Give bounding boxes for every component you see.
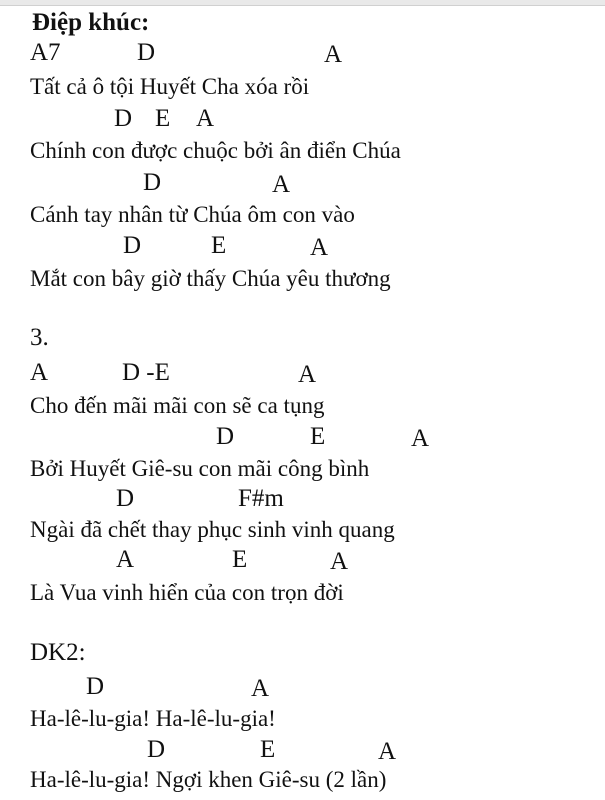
- verse-number: 3.: [30, 324, 49, 351]
- chord: D -E: [122, 359, 170, 386]
- chord: A: [251, 675, 270, 702]
- chord: E: [260, 736, 276, 763]
- lyric-line: Ha-lê-lu-gia! Ngợi khen Giê-su (2 lần): [30, 767, 387, 792]
- chord: A: [310, 234, 329, 261]
- lyric-line: Ngài đã chết thay phục sinh vinh quang: [30, 517, 395, 542]
- chord: A: [272, 171, 291, 198]
- chord: A: [298, 361, 317, 388]
- lyric-line: Mắt con bây giờ thấy Chúa yêu thương: [30, 266, 391, 291]
- chorus-heading: Điệp khúc:: [32, 9, 150, 36]
- chord: D: [116, 485, 135, 512]
- lyric-line: Là Vua vinh hiển của con trọn đời: [30, 580, 344, 605]
- lyric-line: Cánh tay nhân từ Chúa ôm con vào: [30, 202, 355, 227]
- chord: F#m: [238, 485, 284, 512]
- chord: A: [378, 738, 397, 765]
- chord: A: [330, 548, 349, 575]
- chord: A: [196, 105, 215, 132]
- chord: D: [147, 736, 166, 763]
- lyric-line: Chính con được chuộc bởi ân điển Chúa: [30, 138, 401, 163]
- chord: A7: [30, 39, 61, 66]
- lyric-line: Cho đến mãi mãi con sẽ ca tụng: [30, 393, 325, 418]
- chord: A: [411, 425, 430, 452]
- chorus2-heading: DK2:: [30, 639, 86, 666]
- chord: A: [30, 359, 49, 386]
- lyric-line: Ha-lê-lu-gia! Ha-lê-lu-gia!: [30, 706, 276, 731]
- chord: D: [123, 232, 142, 259]
- chord: D: [137, 39, 156, 66]
- chord: E: [232, 546, 248, 573]
- lyric-line: Bởi Huyết Giê-su con mãi công bình: [30, 456, 370, 481]
- chord: A: [324, 41, 343, 68]
- chord: D: [143, 169, 162, 196]
- chord: E: [310, 423, 326, 450]
- chord: E: [155, 105, 171, 132]
- chord: E: [211, 232, 227, 259]
- lyric-line: Tất cả ô tội Huyết Cha xóa rồi: [30, 74, 310, 99]
- chord: A: [116, 546, 135, 573]
- chord: D: [86, 673, 105, 700]
- chord: D: [216, 423, 235, 450]
- chord: D: [114, 105, 133, 132]
